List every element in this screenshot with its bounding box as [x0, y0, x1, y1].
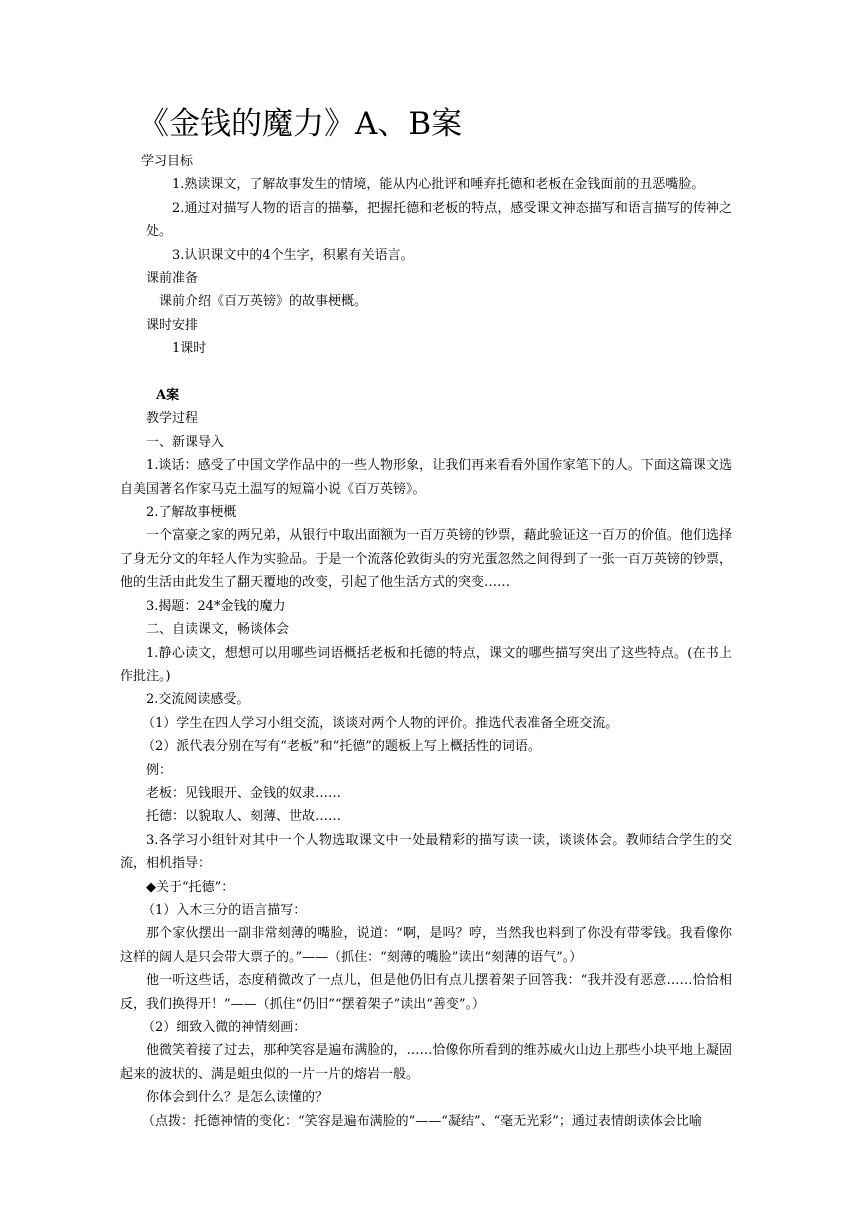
plan-a-heading: A案: [156, 388, 180, 404]
paragraph: ◆关于“托德”：: [146, 879, 235, 895]
paragraph: 课前介绍《百万英镑》的故事梗概。: [159, 294, 368, 310]
paragraph: 2.通过对描写人物的语言的描摹，把握托德和老板的特点，感受课文神态描写和语言描写的传神之处。: [146, 200, 732, 240]
paragraph: 1课时: [172, 341, 207, 357]
paragraph: 那个家伙摆出一副非常刻薄的嘴脸，说道：“啊，是吗？哼，当然我也料到了你没有带零钱。我看像你这样的阔人是只会带大票子的。”——（抓住：“刻薄的嘴脸”读出“刻薄的语气”。）: [120, 926, 732, 965]
paragraph: 2.了解故事梗概: [146, 505, 237, 521]
paragraph: 例：: [146, 762, 173, 778]
paragraph: 托德：以貌取人、刻薄、世故……: [146, 809, 342, 825]
paragraph: 2.交流阅读感受。: [146, 692, 250, 708]
paragraph: 老板：见钱眼开、金钱的奴隶……: [146, 785, 342, 801]
paragraph: （点拨：托德神情的变化：“笑容是遍布满脸的”——“凝结”、“毫无光彩”；通过表情朗读体会比喻: [142, 1113, 702, 1129]
paragraph: 你体会到什么？是怎么读懂的？: [146, 1090, 329, 1106]
section-heading-schedule: 课时安排: [146, 317, 199, 333]
section-heading: 一、新课导入: [146, 434, 225, 450]
paragraph: 他微笑着接了过去，那种笑容是遍布满脸的，……恰像你所看到的维苏威火山边上那些小块平地上凝固起来的波状的、满是蛆虫似的一片一片的熔岩一般。: [120, 1043, 732, 1082]
section-heading-process: 教学过程: [146, 411, 199, 427]
document-title: 《金钱的魔力》A、B案: [138, 106, 463, 142]
paragraph: （1）学生在四人学习小组交流，谈谈对两个人物的评价。推选代表准备全班交流。: [142, 715, 619, 731]
paragraph: 一个富豪之家的两兄弟，从银行中取出面额为一百万英镑的钞票，藉此验证这一百万的价值。他们选择了身无分文的年轻人作为实验品。于是一个流落伦敦街头的穷光蛋忽然之间得到了一张一百万英镑的钞票，他的生活由此发生了翻天覆地的改变，引起了他生活方式的突变……: [120, 528, 732, 591]
paragraph: 1.静心读文，想想可以用哪些词语概括老板和托德的特点，课文的哪些描写突出了这些特点。(在书上作批注。): [120, 645, 732, 684]
paragraph: 1.谈话：感受了中国文学作品中的一些人物形象，让我们再来看看外国作家笔下的人。下面这篇课文选自美国著名作家马克土温写的短篇小说《百万英镑》。: [120, 458, 732, 497]
document-body: [120, 150, 732, 1133]
paragraph: 3.认识课文中的4个生字，积累有关语言。: [172, 247, 414, 263]
paragraph: （2）细致入微的神情刻画：: [142, 1020, 307, 1036]
paragraph: 1.熟读课文，了解故事发生的情境，能从内心批评和唾弃托德和老板在金钱面前的丑恶嘴脸。: [172, 177, 705, 193]
section-heading-goals: 学习目标: [141, 154, 194, 169]
section-heading-preparation: 课前准备: [146, 271, 199, 287]
paragraph: 他一听这些话，态度稍微改了一点儿，但是他仍旧有点儿摆着架子回答我：“我并没有恶意……恰恰相反，我们换得开！”——（抓住“仍旧”“摆着架子”读出“善变”。）: [120, 973, 732, 1012]
section-heading: 二、自读课文，畅谈体会: [146, 622, 290, 638]
paragraph: 3.揭题：24*金钱的魔力: [146, 598, 286, 614]
paragraph: （1）入木三分的语言描写：: [142, 902, 307, 918]
paragraph: （2）派代表分别在写有“老板”和“托德”的题板上写上概括性的词语。: [142, 739, 541, 755]
paragraph: 3.各学习小组针对其中一个人物选取课文中一处最精彩的描写读一读，谈谈体会。教师结合学生的交流，相机指导：: [120, 832, 732, 872]
